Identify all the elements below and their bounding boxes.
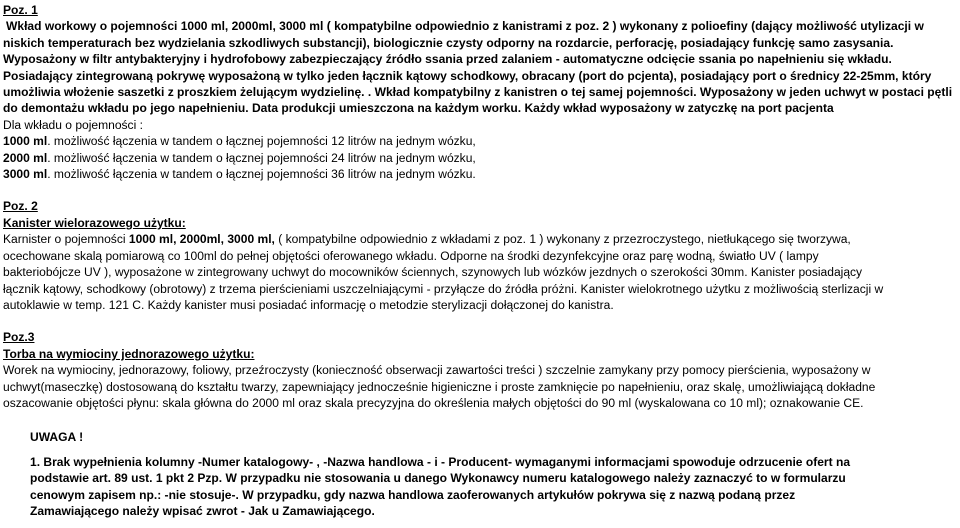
spacer [30, 446, 956, 454]
poz1-line-1: niskich temperaturach bez wydzielania szkodliwych substancji), biologicznie czysty odporny na rozdarcie, perforację, posiadający funkcję samo zasysania. [3, 35, 894, 50]
poz2-line-0 [3, 231, 956, 247]
poz2-heading: Poz. 2 [3, 199, 38, 214]
capacity-text: . możliwość łączenia w tandem o łącznej pojemności 12 litrów na jednym wózku, [47, 134, 476, 149]
poz1-first-line [3, 18, 956, 34]
warning-line-1: podstawie art. 89 ust. 1 pkt 2 Pzp. W przypadku nie stosowania u danego Wykonawcy numeru katalogowego należy zaznaczyć to w formularzu [30, 471, 846, 486]
poz3-title: Torba na wymiociny jednorazowego użytku: [3, 346, 255, 361]
poz1-line-2: Wyposażony w filtr antybakteryjny i hydrofobowy zabezpieczający źródło ssania przed zalaniem - automatyczne odcięcie ssania po napełnieniu się wkładu. [3, 52, 892, 67]
poz3-line-1: uchwyt(maseczkę) dostosowaną do kształtu twarzy, zapewniający jednocześnie higieniczne i proste zamknięcie po napełnieniu, oraz skalę, umożliwiającą dokładne [3, 379, 876, 394]
poz1-capacity-3000 [3, 166, 956, 182]
warning-line-2: cenowym zapisem np.: -nie stosuje-. W przypadku, gdy nazwa handlowa zaoferowanych artykułów pokrywa się z nazwą podaną przez [30, 487, 796, 502]
poz3-line-0: Worek na wymiociny, jednorazowy, foliowy, przeźroczysty (konieczność obserwacji zawartości treści ) szczelnie zamykany przy pomocy pierścienia, wyposażony w [3, 363, 871, 378]
capacity-text: . możliwość łączenia w tandem o łącznej pojemności 36 litrów na jednym wózku. [47, 167, 476, 182]
spacer [3, 182, 956, 198]
spacer [3, 411, 956, 429]
poz1-line-0: ( kompatybilne odpowiednio z kanistrami z poz. 2 ) wykonany z polioefiny (dający możliwość utylizacji w [323, 19, 924, 34]
poz1-line-5: do demontażu wkładu po jego napełnieniu. Data produkcji umieszczona na każdym worku. Każdy wkład wyposażony w zatyczkę na port pacjenta [3, 101, 834, 116]
capacity-size: 2000 ml [3, 150, 48, 165]
warning-section [3, 429, 956, 519]
poz2-line-0-post: ( kompatybilne odpowiednio z wkładami z poz. 1 ) wykonany z przezroczystego, nietłukącego się tworzywa, [274, 232, 851, 247]
capacity-text: . możliwość łączenia w tandem o łącznej pojemności 24 litrów na jednym wózku, [47, 150, 476, 165]
poz2-line-2: bakteriobójcze UV ), wyposażone w zintegrowany uchwyt do mocowników ściennych, szynowych lub wózków jezdnych o szerokości 30mm. Kanister posiadający [3, 265, 863, 280]
warning-line-3: Zamawiającego należy wpisać zwrot - Jak u Zamawiającego. [30, 503, 375, 518]
poz1-title: Wkład workowy o pojemności 1000 ml, 2000ml, 3000 ml [6, 19, 324, 34]
poz3-line-2: oszacowanie objętości płynu: skala główna do 2000 ml oraz skala precyzyjna do określenia małych objętości do 90 ml (wyskalowana co 10 ml); oznakowanie CE. [3, 395, 864, 410]
poz2-line-4: autoklawie w temp. 121 C. Każdy kanister musi posiadać informację o metodzie sterylizacji dołączonej do kanistra. [3, 297, 614, 312]
poz1-capacity-label: Dla wkładu o pojemności : [3, 117, 143, 132]
poz2-line-0-pre: Karnister o pojemności [3, 232, 129, 247]
poz2-title: Kanister wielorazowego użytku: [3, 215, 186, 230]
poz1-capacity-2000 [3, 150, 956, 166]
poz2-line-3: łącznik kątowy, schodkowy (obrotowy) z trzema pierścieniami uszczelniającymi - przyłącze do źródła próżni. Kanister wielokrotnego użytku z możliwością sterlizacji w [3, 281, 884, 296]
poz1-line-4: umożliwia włożenie saszetki z proszkiem żelującym wydzielinę. . Wkład kompatybilny z kanistren o tej samej pojemności. Wyposażony w jeden uchwyt w postaci pętli [3, 85, 953, 100]
spacer [3, 313, 956, 329]
poz1-heading: Poz. 1 [3, 3, 38, 17]
poz2-capacities: 1000 ml, 2000ml, 3000 ml, [128, 232, 275, 247]
poz1-capacity-1000 [3, 133, 956, 149]
warning-line-0: 1. Brak wypełnienia kolumny -Numer katalogowy- , -Nazwa handlowa - i - Producent- wymaganymi informacjami spowoduje odrzucenie ofert na [30, 454, 851, 469]
poz3-heading: Poz.3 [3, 330, 35, 345]
poz2-line-1: ocechowane skalą pomiarową co 100ml do pełnej objętości oferowanego wkładu. Odporne na środki dezynfekcyjne oraz parę wodną, światło UV ( lampy [3, 248, 819, 263]
capacity-size: 3000 ml [3, 167, 48, 182]
capacity-size: 1000 ml [3, 134, 48, 149]
poz1-line-3: Posiadający zintegrowaną pokrywę wyposażoną w tylko jeden łącznik kątowy schodkowy, obracany (port do pcjenta), posiadający port o średnicy 22-25mm, który [3, 68, 932, 83]
warning-title: UWAGA ! [30, 430, 84, 445]
